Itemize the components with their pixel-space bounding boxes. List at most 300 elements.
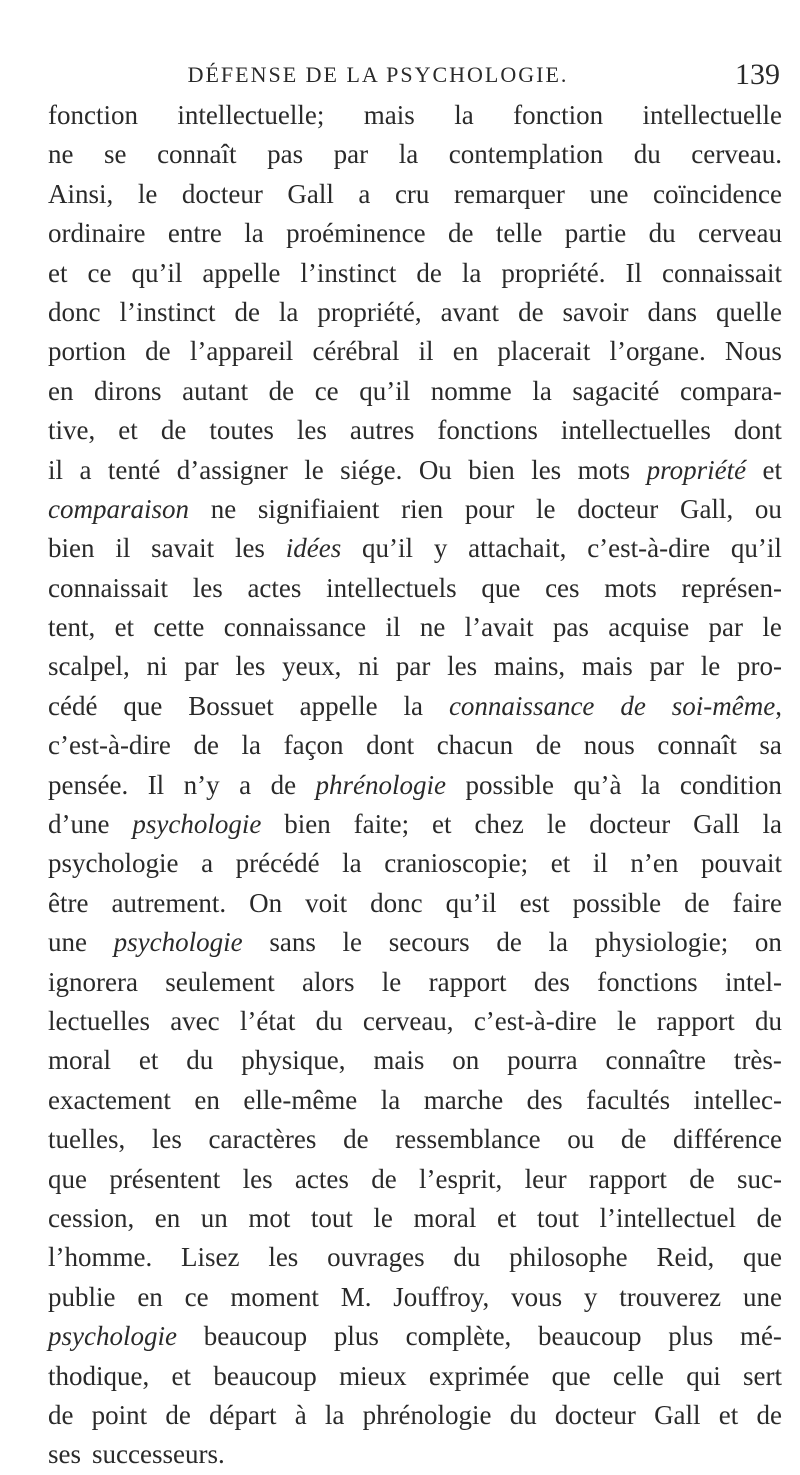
word-group [132,805,261,844]
word: intellec- [693,1084,782,1115]
word: rapport [428,966,507,997]
word: intellectuelle [642,100,782,130]
word: donc [370,887,423,918]
text-line [48,766,782,805]
word-group [582,647,633,686]
word: qu’il [131,257,183,288]
word: tout [310,1202,353,1233]
word: et [496,1202,517,1233]
word: fonctions [597,966,698,997]
word-group [384,844,528,883]
word: l’instinct [119,296,216,327]
word: la [762,809,782,840]
text-line [48,1396,782,1435]
word: ses [48,1439,81,1470]
word-group [339,1357,407,1396]
word: de [756,1399,782,1430]
word-group [684,884,709,923]
word: que [48,1163,87,1194]
word: le [536,493,556,524]
word: suc- [737,1163,782,1194]
word-group [584,1278,598,1317]
word-group [657,1002,735,1041]
word-group [465,766,554,805]
word: propriété, [317,296,422,327]
word: en [48,375,74,406]
word-group [536,726,561,765]
word: la [640,769,661,800]
word: vous [511,1281,563,1312]
word-group [48,135,73,174]
word-group [653,175,782,214]
word-group [371,1160,396,1199]
word: la [342,848,362,879]
word: docteur [181,178,263,209]
italic-word: propriété [646,454,747,485]
word: de [145,336,171,367]
word: cérébral [312,336,400,367]
word: dans [647,296,697,327]
word-group [271,766,296,805]
word-group [401,490,443,529]
word-group [447,647,477,686]
word: les [192,572,223,603]
word: d’une [48,809,110,840]
word: précédé [235,848,320,879]
word: dirons [94,375,162,406]
word: Ainsi, [48,178,114,209]
word: ressemblance [395,1124,541,1155]
word-group [449,687,594,726]
word: tive, [48,415,96,446]
word: ordinaire [48,218,146,249]
text-line [48,254,782,293]
italic-word: soi-même [671,690,776,721]
word-group [334,1317,379,1356]
word-group [366,726,414,765]
word-group [532,372,552,411]
word: le [546,809,567,840]
word: successeurs. [92,1439,225,1470]
word-group [115,608,135,647]
word-group [48,884,88,923]
word: c’est-à-dire [48,730,171,761]
word-group [474,805,523,844]
word-group [448,214,473,253]
word: physiologie; [594,927,729,958]
word-group [587,529,710,568]
word-group [429,963,507,1002]
word-group [496,923,521,962]
word-group [620,687,645,726]
word-group [48,1238,152,1277]
word: connaît [657,730,737,761]
word: ce [87,257,112,288]
word: Gall, [679,493,734,524]
word-group [662,254,782,293]
word-group [287,175,334,214]
word: du [453,1242,481,1273]
word-group [48,1317,177,1356]
word-group [613,1357,664,1396]
word: sa [759,730,782,761]
word: faite; [353,809,410,840]
word-group [737,647,782,686]
word: complète, [405,1321,512,1352]
word: intellectuelles [560,415,711,446]
word-group [507,1041,577,1080]
word-group [573,766,621,805]
word-group [600,1199,736,1238]
word-group [269,923,316,962]
word-group [201,1199,228,1238]
word: rien [401,493,444,524]
word: le [304,454,324,485]
word-group [48,529,95,568]
word-group [316,766,446,805]
word-group [79,451,91,490]
word-group [139,1041,159,1080]
word-group [668,1317,713,1356]
word: leur [524,1163,567,1194]
word-group [157,135,236,174]
word-group [111,884,226,923]
word: cédé [48,690,98,721]
word: la [278,296,299,327]
text-line [48,1357,782,1396]
word-group [536,490,556,529]
word: entre [167,218,222,249]
word: bien [284,809,331,840]
word-group [48,372,73,411]
word-group [312,332,399,371]
word-group [317,293,421,332]
word-group [48,687,97,726]
word: ou [567,1124,595,1155]
word-group [182,175,263,214]
word-group [341,1278,372,1317]
word-group [268,1238,298,1277]
word: connaissait [48,572,168,603]
text-line [48,569,782,608]
word: Ou [418,454,452,485]
word-group [468,451,515,490]
word-group [527,1081,563,1120]
word: et [171,1360,192,1391]
word: ni [358,651,380,682]
word-group [454,96,474,135]
word-group [204,1317,307,1356]
word-group [406,1317,512,1356]
word-group [474,1002,597,1041]
word-group [501,254,605,293]
word-group [565,214,626,253]
word-group [689,1160,714,1199]
word-group [468,529,566,568]
word: des [526,1084,563,1115]
word: ce [184,1281,209,1312]
word: l’état [239,1005,296,1036]
word: cerveau. [691,139,782,170]
word: en [137,1281,163,1312]
word: elle-même [243,1084,358,1115]
word-group [419,332,434,371]
word: de [270,769,297,800]
word: la [324,1399,345,1430]
word: l’avait [464,612,534,643]
word: secours [388,927,470,958]
word: on [452,1045,480,1076]
word: moral [48,1045,111,1076]
word-group [48,1435,81,1474]
word-group [518,293,543,332]
word-group [437,411,538,450]
word: pas [267,139,304,170]
italic-word: connaissance [448,690,595,721]
word-group [555,1396,636,1435]
word: connaissance [223,612,367,643]
word: pour [464,493,515,524]
word: et [718,1399,739,1430]
word-group [109,1160,220,1199]
word: et [114,612,135,643]
word: ignorera [48,966,138,997]
word: qui [686,1360,721,1391]
word-group [48,293,100,332]
word-group [48,1396,73,1435]
word: cerveau, [362,1005,454,1036]
word: et [138,1045,159,1076]
word: de [165,1399,191,1430]
word: et [48,257,68,288]
word-group [709,608,743,647]
word-group [247,569,301,608]
word: par [649,651,685,682]
word: contemplation [448,139,604,170]
word: a [79,454,92,485]
word-group [389,923,470,962]
word: condition [679,769,782,800]
word-group [763,805,783,844]
word: dont [366,730,415,761]
word: être [48,887,89,918]
word-group [449,135,603,174]
word: cession, [48,1202,135,1233]
word: pas [552,612,589,643]
word: ce [314,375,339,406]
word: le [373,1202,393,1233]
word: attachait, [468,533,567,564]
word-group [123,687,162,726]
word-group [538,1317,641,1356]
word: et [118,415,138,446]
word: rapport [588,1163,667,1194]
word-group [701,844,782,883]
word: a [358,178,371,209]
italic-word: phrénologie [315,769,447,800]
text-line [48,96,782,135]
word-group [165,1396,190,1435]
word: a [239,769,252,800]
word-group [186,1041,213,1080]
word: acquise [608,612,690,643]
word-group [269,372,294,411]
word-group [286,214,425,253]
word-group [382,963,402,1002]
word-group [657,726,736,765]
word: par [708,612,744,643]
word-group [363,1002,454,1041]
word: du [315,1005,343,1036]
word-group [48,1002,150,1041]
word: ces [545,572,580,603]
word-group [731,529,782,568]
word: n’y [183,769,220,800]
word: signifiaient [257,493,380,524]
word-group [494,647,565,686]
word: les [296,415,327,446]
word: docteur [554,1399,636,1430]
word-group [363,1396,492,1435]
word-group [364,96,415,135]
word-group [48,805,109,844]
word-group [211,490,236,529]
word: cerveau [698,218,782,249]
word: les [234,533,265,564]
word: docteur [589,809,671,840]
word: il [592,848,608,879]
word: les [531,454,562,485]
word: Gall [654,1399,701,1430]
word: ouvrages [327,1242,425,1273]
word: M. [340,1281,372,1312]
word-group [716,293,782,332]
word: cru [394,178,430,209]
word-group [420,608,445,647]
word-group [756,1396,781,1435]
word-group [181,1238,239,1277]
word-group [114,923,243,962]
word: par [184,651,219,682]
text-line [48,175,782,214]
word: a [201,848,214,879]
word: les [235,651,266,682]
word-group [138,175,158,214]
word: faire [732,887,782,918]
word: proéminence [286,218,426,249]
word: la [403,690,424,721]
word-group [170,1002,219,1041]
word: l’organe. [609,336,706,367]
word-group [578,451,631,490]
word: cette [153,612,205,643]
word-group [249,884,282,923]
word: une [48,927,87,958]
word-group [194,1081,219,1120]
word-group [626,254,643,293]
word: des [533,966,570,997]
word-group [240,1002,295,1041]
word-group [235,529,265,568]
word: en [194,1084,220,1115]
word: toutes [209,415,274,446]
word: qu’il [362,533,414,564]
word: portion [48,336,126,367]
word-group [209,411,274,450]
word-group [48,411,95,450]
word-group [453,332,478,371]
word: exactement [48,1084,171,1115]
text-line [48,332,782,371]
word: d’assigner [176,454,288,485]
word-group [608,608,689,647]
word-group [431,372,512,411]
word-group [762,608,782,647]
word: se [104,139,127,170]
word: ou [754,493,782,524]
word-group [48,96,138,135]
word: point [91,1399,148,1430]
word-group [153,608,204,647]
word: la [398,139,419,170]
word: bien [48,533,95,564]
word: par [333,139,369,170]
word: qu’il [730,533,782,564]
word: de [234,296,260,327]
word: la [548,927,569,958]
italic-word: de [620,690,646,721]
word: mé- [739,1321,782,1352]
page-number: 139 [735,58,780,91]
text-line [48,529,782,568]
word-group [190,332,293,371]
word-group [286,529,341,568]
word-group [419,451,452,490]
text-line [48,490,782,529]
word-group [589,805,670,844]
word-group [740,1317,782,1356]
word-group [545,569,579,608]
word-group [656,1238,714,1277]
italic-word: psychologie [48,1321,177,1352]
word: pourra [507,1045,578,1076]
word: appelle [202,257,281,288]
word: mais [363,100,415,130]
text-line [48,1002,782,1041]
word: et [550,848,571,879]
text-line [48,214,782,253]
word-group [358,647,379,686]
word: et [432,809,452,840]
word-group [701,647,721,686]
word: cranioscopie; [384,848,529,879]
word: du [633,139,661,170]
word: de [268,375,295,406]
italic-word: psychologie [132,809,262,840]
word-group [513,96,603,135]
word-group [48,726,171,765]
word-group [672,687,782,726]
word-group [432,805,452,844]
word-group [680,490,733,529]
word: lectuelles [48,1005,150,1036]
italic-word: psychologie [113,927,243,958]
word: phrénologie [362,1399,492,1430]
word: intellectuels [326,572,457,603]
word: intel- [724,966,782,997]
word: de [48,1399,74,1430]
word-group [429,1357,529,1396]
